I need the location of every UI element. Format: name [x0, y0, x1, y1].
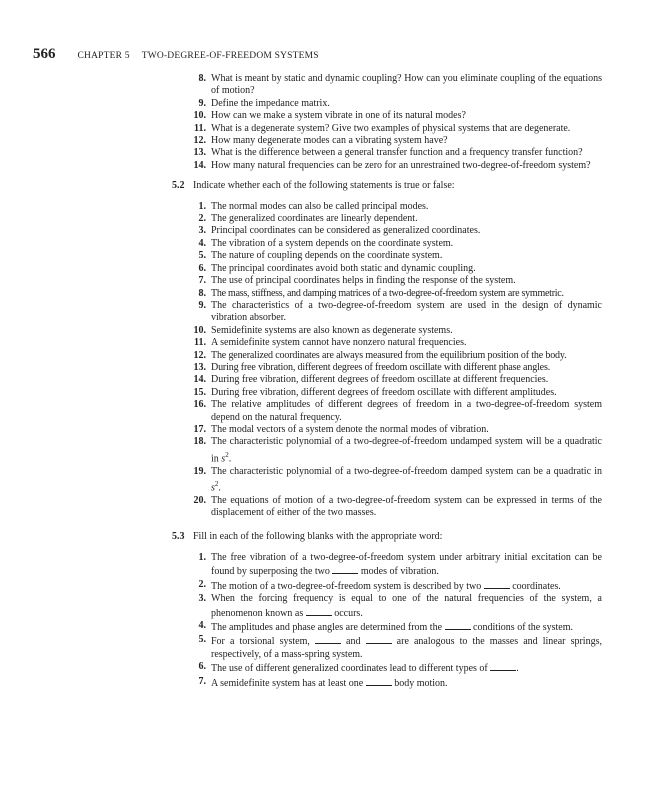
list-item: 7. A semidefinite system has at least one body motion.	[198, 675, 448, 689]
question-5-2-heading: 5.2 Indicate whether each of the following statements is true or false:	[172, 180, 455, 192]
list-item: 4. The vibration of a system depends on the coordinate system.	[198, 237, 454, 249]
list-item: 18. The characteristic polynomial of a two-degree-of-freedom undamped system will be a quadratic in $s^2$.	[193, 436, 602, 465]
list-item: 13. What is the difference between a general transfer function and a frequency transfer function?	[193, 147, 583, 159]
q53-list	[172, 552, 602, 690]
blank-line	[315, 634, 341, 644]
page-number: 566	[33, 46, 56, 62]
page-header	[33, 46, 319, 63]
page-content	[172, 73, 602, 690]
list-item: 10. How can we make a system vibrate in one of its natural modes?	[193, 110, 466, 122]
blank-line	[490, 661, 516, 671]
list-item: 2. The motion of a two-degree-of-freedom system is described by two coordinates.	[198, 578, 561, 592]
blank-line	[366, 634, 392, 644]
q52-list	[172, 201, 602, 520]
list-item: 6. The use of different generalized coordinates lead to different types of .	[198, 661, 519, 675]
list-item: 9. Define the impedance matrix.	[198, 97, 330, 109]
list-item: 10. Semidefinite systems are also known as degenerate systems.	[193, 324, 453, 336]
list-item: 12. The generalized coordinates are always measured from the equilibrium position of the body.	[193, 349, 567, 361]
list-item: 4. The amplitudes and phase angles are determined from the conditions of the system.	[198, 619, 574, 633]
blank-line	[445, 620, 471, 630]
list-item: 20. The equations of motion of a two-degree-of-freedom system can be expressed in terms of the displacement of either of the two masses.	[193, 494, 602, 519]
list-item: 15. During free vibration, different degrees of freedom oscillate with different amplitudes.	[193, 386, 557, 398]
list-item: 9. The characteristics of a two-degree-of-freedom system are used in the design of dynamic vibration absorber.	[198, 299, 602, 324]
list-item: 8. What is meant by static and dynamic coupling? How can you eliminate coupling of the equations of motion?	[198, 73, 602, 97]
list-item: 3. When the forcing frequency is equal to one of the natural frequencies of the system, a phenomenon known as occurs.	[198, 593, 602, 619]
list-item: 7. The use of principal coordinates helps in finding the response of the system.	[198, 275, 516, 287]
list-item: 11. A semidefinite system cannot have nonzero natural frequencies.	[194, 337, 467, 349]
chapter-title: TWO-DEGREE-OF-FREEDOM SYSTEMS	[141, 51, 319, 61]
blank-line	[332, 564, 358, 574]
blank-line	[366, 676, 392, 686]
list-item: 2. The generalized coordinates are linearly dependent.	[198, 213, 418, 225]
q51-list	[172, 73, 602, 172]
list-item: 8. The mass, stiffness, and damping matrices of a two-degree-of-freedom system are symmetric.	[198, 287, 564, 299]
list-item: 16. The relative amplitudes of different degrees of freedom in a two-degree-of-freedom system depend on the natural frequency.	[193, 399, 602, 423]
list-item: 17. The modal vectors of a system denote the normal modes of vibration.	[193, 423, 489, 435]
list-item: 5. For a torsional system, and are analogous to the masses and linear springs, respectively, of a mass-spring system.	[198, 634, 602, 660]
list-item: 1. The free vibration of a two-degree-of-freedom system under arbitrary initial excitation can be found by superposing the two modes of vibration.	[198, 551, 602, 578]
list-item: 19. The characteristic polynomial of a two-degree-of-freedom damped system can be a quadratic in $s^2$.	[193, 465, 602, 494]
list-item: 3. Principal coordinates can be considered as generalized coordinates.	[198, 225, 481, 237]
list-item: 14. During free vibration, different degrees of freedom oscillate at different frequencies.	[193, 374, 549, 386]
question-5-3-heading: 5.3 Fill in each of the following blanks with the appropriate word:	[172, 531, 443, 543]
blank-line	[306, 606, 332, 616]
chapter-label: CHAPTER 5 TWO-DEGREE-OF-FREEDOM SYSTEMS	[77, 51, 319, 61]
blank-line	[484, 579, 510, 589]
list-item: 5. The nature of coupling depends on the coordinate system.	[198, 250, 443, 262]
list-item: 12. How many degenerate modes can a vibrating system have?	[193, 135, 448, 147]
list-item: 13. During free vibration, different degrees of freedom oscillate with different phase angles.	[193, 361, 551, 373]
list-item: 14. How many natural frequencies can be zero for an unrestrained two-degree-of-freedom system?	[193, 159, 591, 171]
list-item: 6. The principal coordinates avoid both static and dynamic coupling.	[198, 262, 476, 274]
list-item: 1. The normal modes can also be called principal modes.	[198, 200, 429, 212]
list-item: 11. What is a degenerate system? Give two examples of physical systems that are degenerate.	[194, 122, 571, 134]
